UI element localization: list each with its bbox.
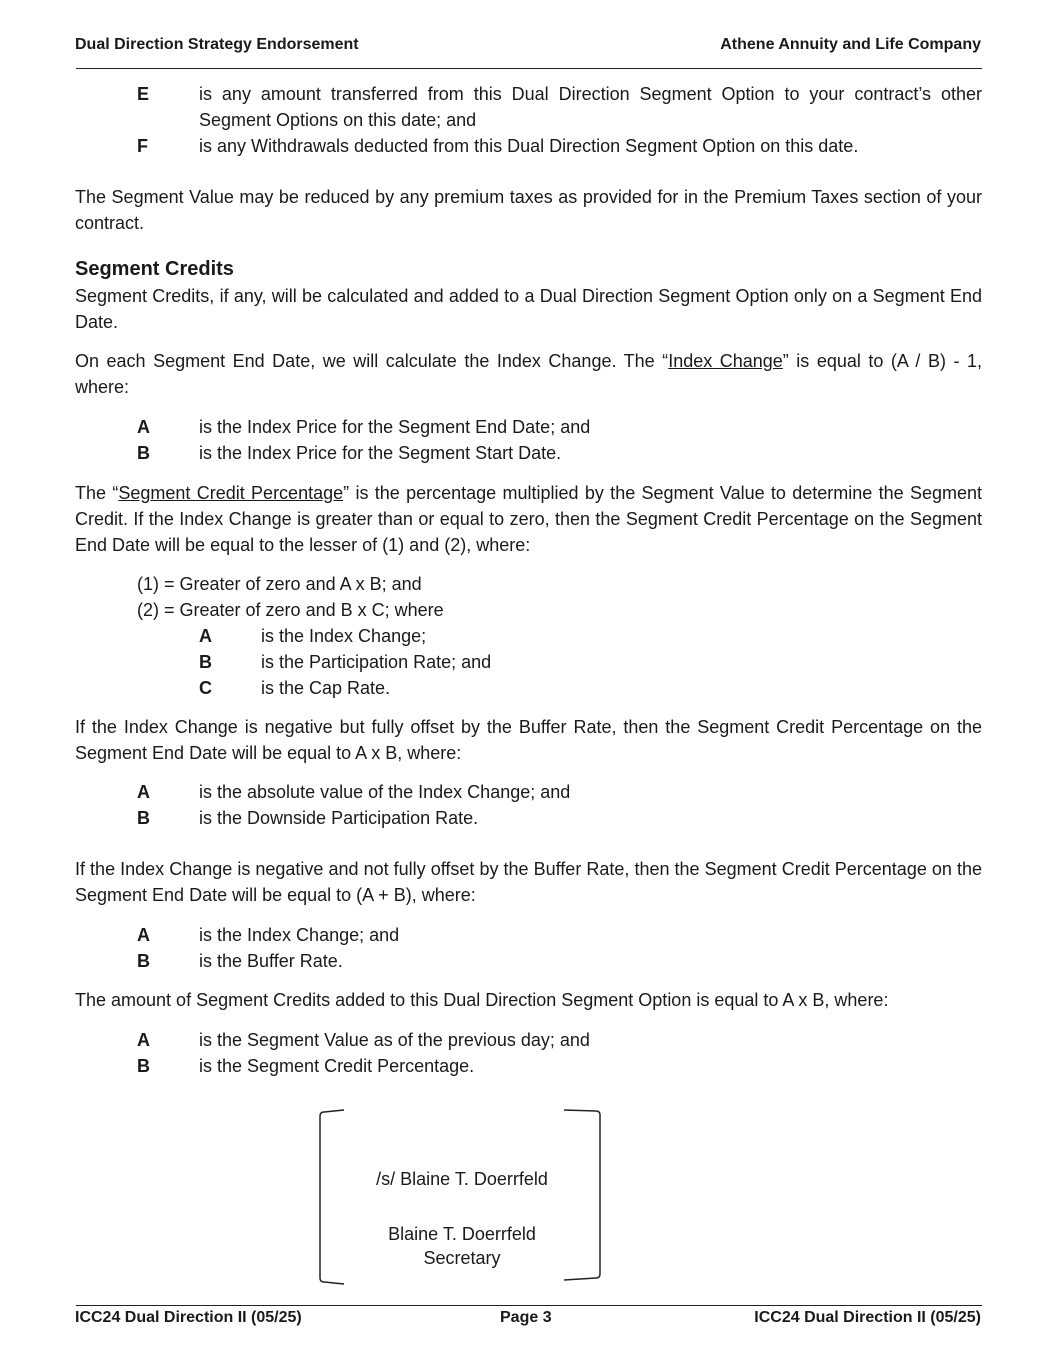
section-heading: Segment Credits — [75, 258, 234, 280]
segment-credit-percentage-paragraph — [75, 480, 982, 558]
signatory-title: Secretary — [423, 1248, 501, 1268]
definition-text: is the Index Price for the Segment Start Date. — [199, 443, 562, 463]
definition-text: is any amount transferred from this Dual Direction Segment Option to your contract’s other Segment Options on this date; and — [199, 84, 982, 130]
condition-line: (1) = Greater of zero and A x B; and — [137, 574, 422, 594]
definition-key: B — [199, 652, 212, 672]
segment-credit-percentage-term: Segment Credit Percentage — [118, 483, 344, 503]
text-span: The “ — [75, 483, 119, 503]
definition-text: is the Index Change; — [261, 626, 427, 646]
definition-key: B — [137, 808, 150, 828]
definition-text: is any Withdrawals deducted from this Dual Direction Segment Option on this date. — [199, 136, 859, 156]
footer-rule — [76, 1305, 982, 1306]
text-span: ” is equal to (A / B) - 1, where: — [75, 351, 982, 397]
definition-key: A — [137, 782, 150, 802]
definition-key: F — [137, 136, 148, 156]
header-title-left: Dual Direction Strategy Endorsement — [75, 36, 359, 53]
definition-text: is the Downside Participation Rate. — [199, 808, 479, 828]
header-rule — [76, 68, 982, 69]
premium-taxes-paragraph: The Segment Value may be reduced by any premium taxes as provided for in the Premium Taxes section of your contract. — [75, 187, 982, 233]
index-change-paragraph — [75, 348, 982, 400]
definition-key: B — [137, 951, 150, 971]
definition-text: is the Segment Value as of the previous day; and — [199, 1030, 590, 1050]
footer-form-right: ICC24 Dual Direction II (05/25) — [754, 1309, 981, 1326]
definition-text: is the Participation Rate; and — [261, 652, 492, 672]
footer-form-left: ICC24 Dual Direction II (05/25) — [75, 1309, 302, 1326]
negative-not-offset-paragraph: If the Index Change is negative and not fully offset by the Buffer Rate, then the Segment Credit Percentage on the Segment End Date will be equal to (A + B), where: — [75, 859, 982, 905]
definition-key: A — [137, 1030, 150, 1050]
definition-text: is the Index Price for the Segment End Date; and — [199, 417, 591, 437]
page-number: Page 3 — [500, 1309, 552, 1326]
definition-text: is the Buffer Rate. — [199, 951, 343, 971]
credits-intro-paragraph: Segment Credits, if any, will be calculated and added to a Dual Direction Segment Option only on a Segment End Date. — [75, 286, 982, 332]
condition-line: (2) = Greater of zero and B x C; where — [137, 600, 444, 620]
definition-text: is the Segment Credit Percentage. — [199, 1056, 475, 1076]
definition-text: is the absolute value of the Index Change; and — [199, 782, 571, 802]
signature-line: /s/ Blaine T. Doerrfeld — [376, 1169, 548, 1189]
index-change-term: Index Change — [668, 351, 783, 371]
definition-key: B — [137, 443, 150, 463]
text-span: On each Segment End Date, we will calculate the Index Change. The “ — [75, 351, 669, 371]
definition-key: B — [137, 1056, 150, 1076]
text-span: ” is the percentage multiplied by the Segment Value to determine the Segment Credit. If the Index Change is greater than or equal to zero, then the Segment Credit Percentage on the Segment End Date will be equal to the lesser of (1) and (2), where: — [75, 483, 983, 555]
definition-text: is the Cap Rate. — [261, 678, 391, 698]
definition-key: A — [137, 417, 150, 437]
definition-key: A — [199, 626, 212, 646]
header-title-right: Athene Annuity and Life Company — [720, 36, 981, 53]
negative-offset-paragraph: If the Index Change is negative but fully offset by the Buffer Rate, then the Segment Credit Percentage on the Segment End Date will be equal to A x B, where: — [75, 717, 982, 763]
definition-key: C — [199, 678, 212, 698]
signatory-name: Blaine T. Doerrfeld — [388, 1224, 536, 1244]
credits-amount-paragraph: The amount of Segment Credits added to this Dual Direction Segment Option is equal to A x B, where: — [75, 990, 889, 1010]
definition-key: E — [137, 84, 150, 104]
definition-key: A — [137, 925, 150, 945]
definition-text: is the Index Change; and — [199, 925, 400, 945]
